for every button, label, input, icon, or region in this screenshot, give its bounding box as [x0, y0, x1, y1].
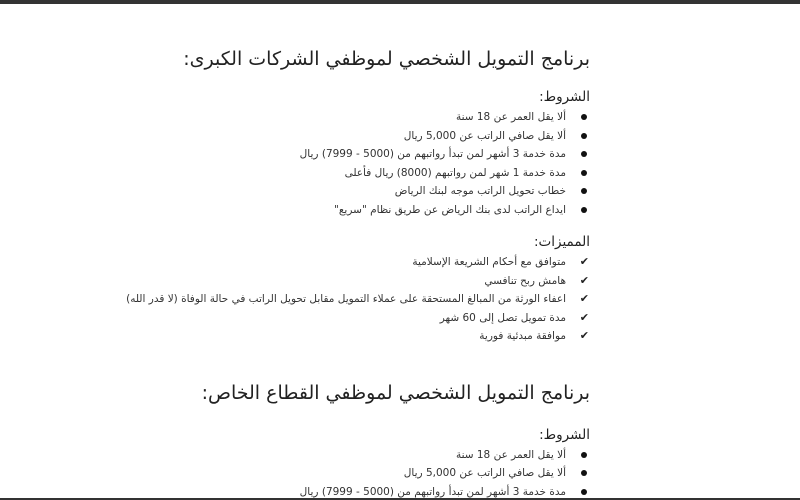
list-item-text: ألا يقل العمر عن 18 سنة — [455, 111, 566, 123]
bullet-icon — [581, 151, 587, 157]
list-item-text: خطاب تحويل الراتب موجه لبنك الرياض — [394, 185, 566, 197]
list-item — [140, 446, 590, 465]
list-item — [140, 108, 590, 127]
list-item — [140, 464, 590, 483]
bullet-icon — [581, 207, 587, 213]
list-item-text: ايداع الراتب لدى بنك الرياض عن طريق نظام "سريع" — [334, 203, 566, 216]
list-item — [126, 290, 590, 309]
list-item-text: ألا يقل صافي الراتب عن 5,000 ريال — [403, 129, 566, 142]
checkmark-icon: ✔ — [579, 310, 589, 324]
list-item — [140, 272, 590, 291]
conditions-list — [140, 446, 590, 500]
section-title-private-sector: برنامج التمويل الشخصي لموظفي القطاع الخاص: — [201, 381, 590, 404]
list-item — [140, 201, 590, 220]
list-item-text: مدة تمويل تصل إلى 60 شهر — [439, 311, 566, 324]
conditions-heading: الشروط: — [539, 89, 590, 105]
checkmark-icon: ✔ — [579, 255, 589, 268]
features-heading: المميزات: — [533, 234, 590, 250]
list-item-text: مدة خدمة 3 أشهر لمن تبدأ رواتبهم من (5000 - 7999) ريال — [299, 485, 566, 498]
checkmark-icon: ✔ — [579, 292, 589, 305]
section-title-corporate: برنامج التمويل الشخصي لموظفي الشركات الكبرى: — [183, 48, 590, 70]
list-item-text: هامش ربح تنافسي — [484, 274, 566, 287]
bullet-icon — [581, 188, 587, 194]
article-content — [126, 0, 590, 500]
bullet-icon — [581, 133, 587, 139]
list-item-text: موافقة مبدئية فورية — [479, 330, 566, 342]
conditions-heading: الشروط: — [539, 426, 590, 443]
bullet-icon — [581, 114, 587, 120]
list-item-text: ألا يقل صافي الراتب عن 5,000 ريال — [403, 467, 566, 479]
list-item-text: مدة خدمة 1 شهر لمن رواتبهم (8000) ريال فأعلى — [344, 166, 566, 179]
bullet-icon — [581, 470, 587, 476]
bullet-icon — [581, 489, 587, 495]
list-item — [140, 327, 590, 346]
list-item-text: ألا يقل العمر عن 18 سنة — [455, 448, 566, 461]
list-item — [140, 253, 590, 272]
list-item — [140, 182, 590, 201]
bullet-icon — [581, 452, 587, 458]
conditions-list — [140, 108, 590, 219]
list-item-text: متوافق مع أحكام الشريعة الإسلامية — [412, 256, 566, 268]
list-item — [140, 127, 590, 146]
checkmark-icon: ✔ — [579, 273, 589, 287]
bullet-icon — [581, 170, 587, 176]
list-item — [140, 309, 590, 328]
features-list — [126, 253, 590, 346]
list-item-text: مدة خدمة 3 أشهر لمن تبدأ رواتبهم من (5000 - 7999) ريال — [299, 148, 566, 160]
list-item-text: اعفاء الورثة من المبالغ المستحقة على عملاء التمويل مقابل تحويل الراتب في حالة الوفاة (لا قدر الله) — [126, 293, 566, 305]
checkmark-icon: ✔ — [579, 329, 589, 342]
list-item — [140, 145, 590, 164]
list-item — [140, 164, 590, 183]
